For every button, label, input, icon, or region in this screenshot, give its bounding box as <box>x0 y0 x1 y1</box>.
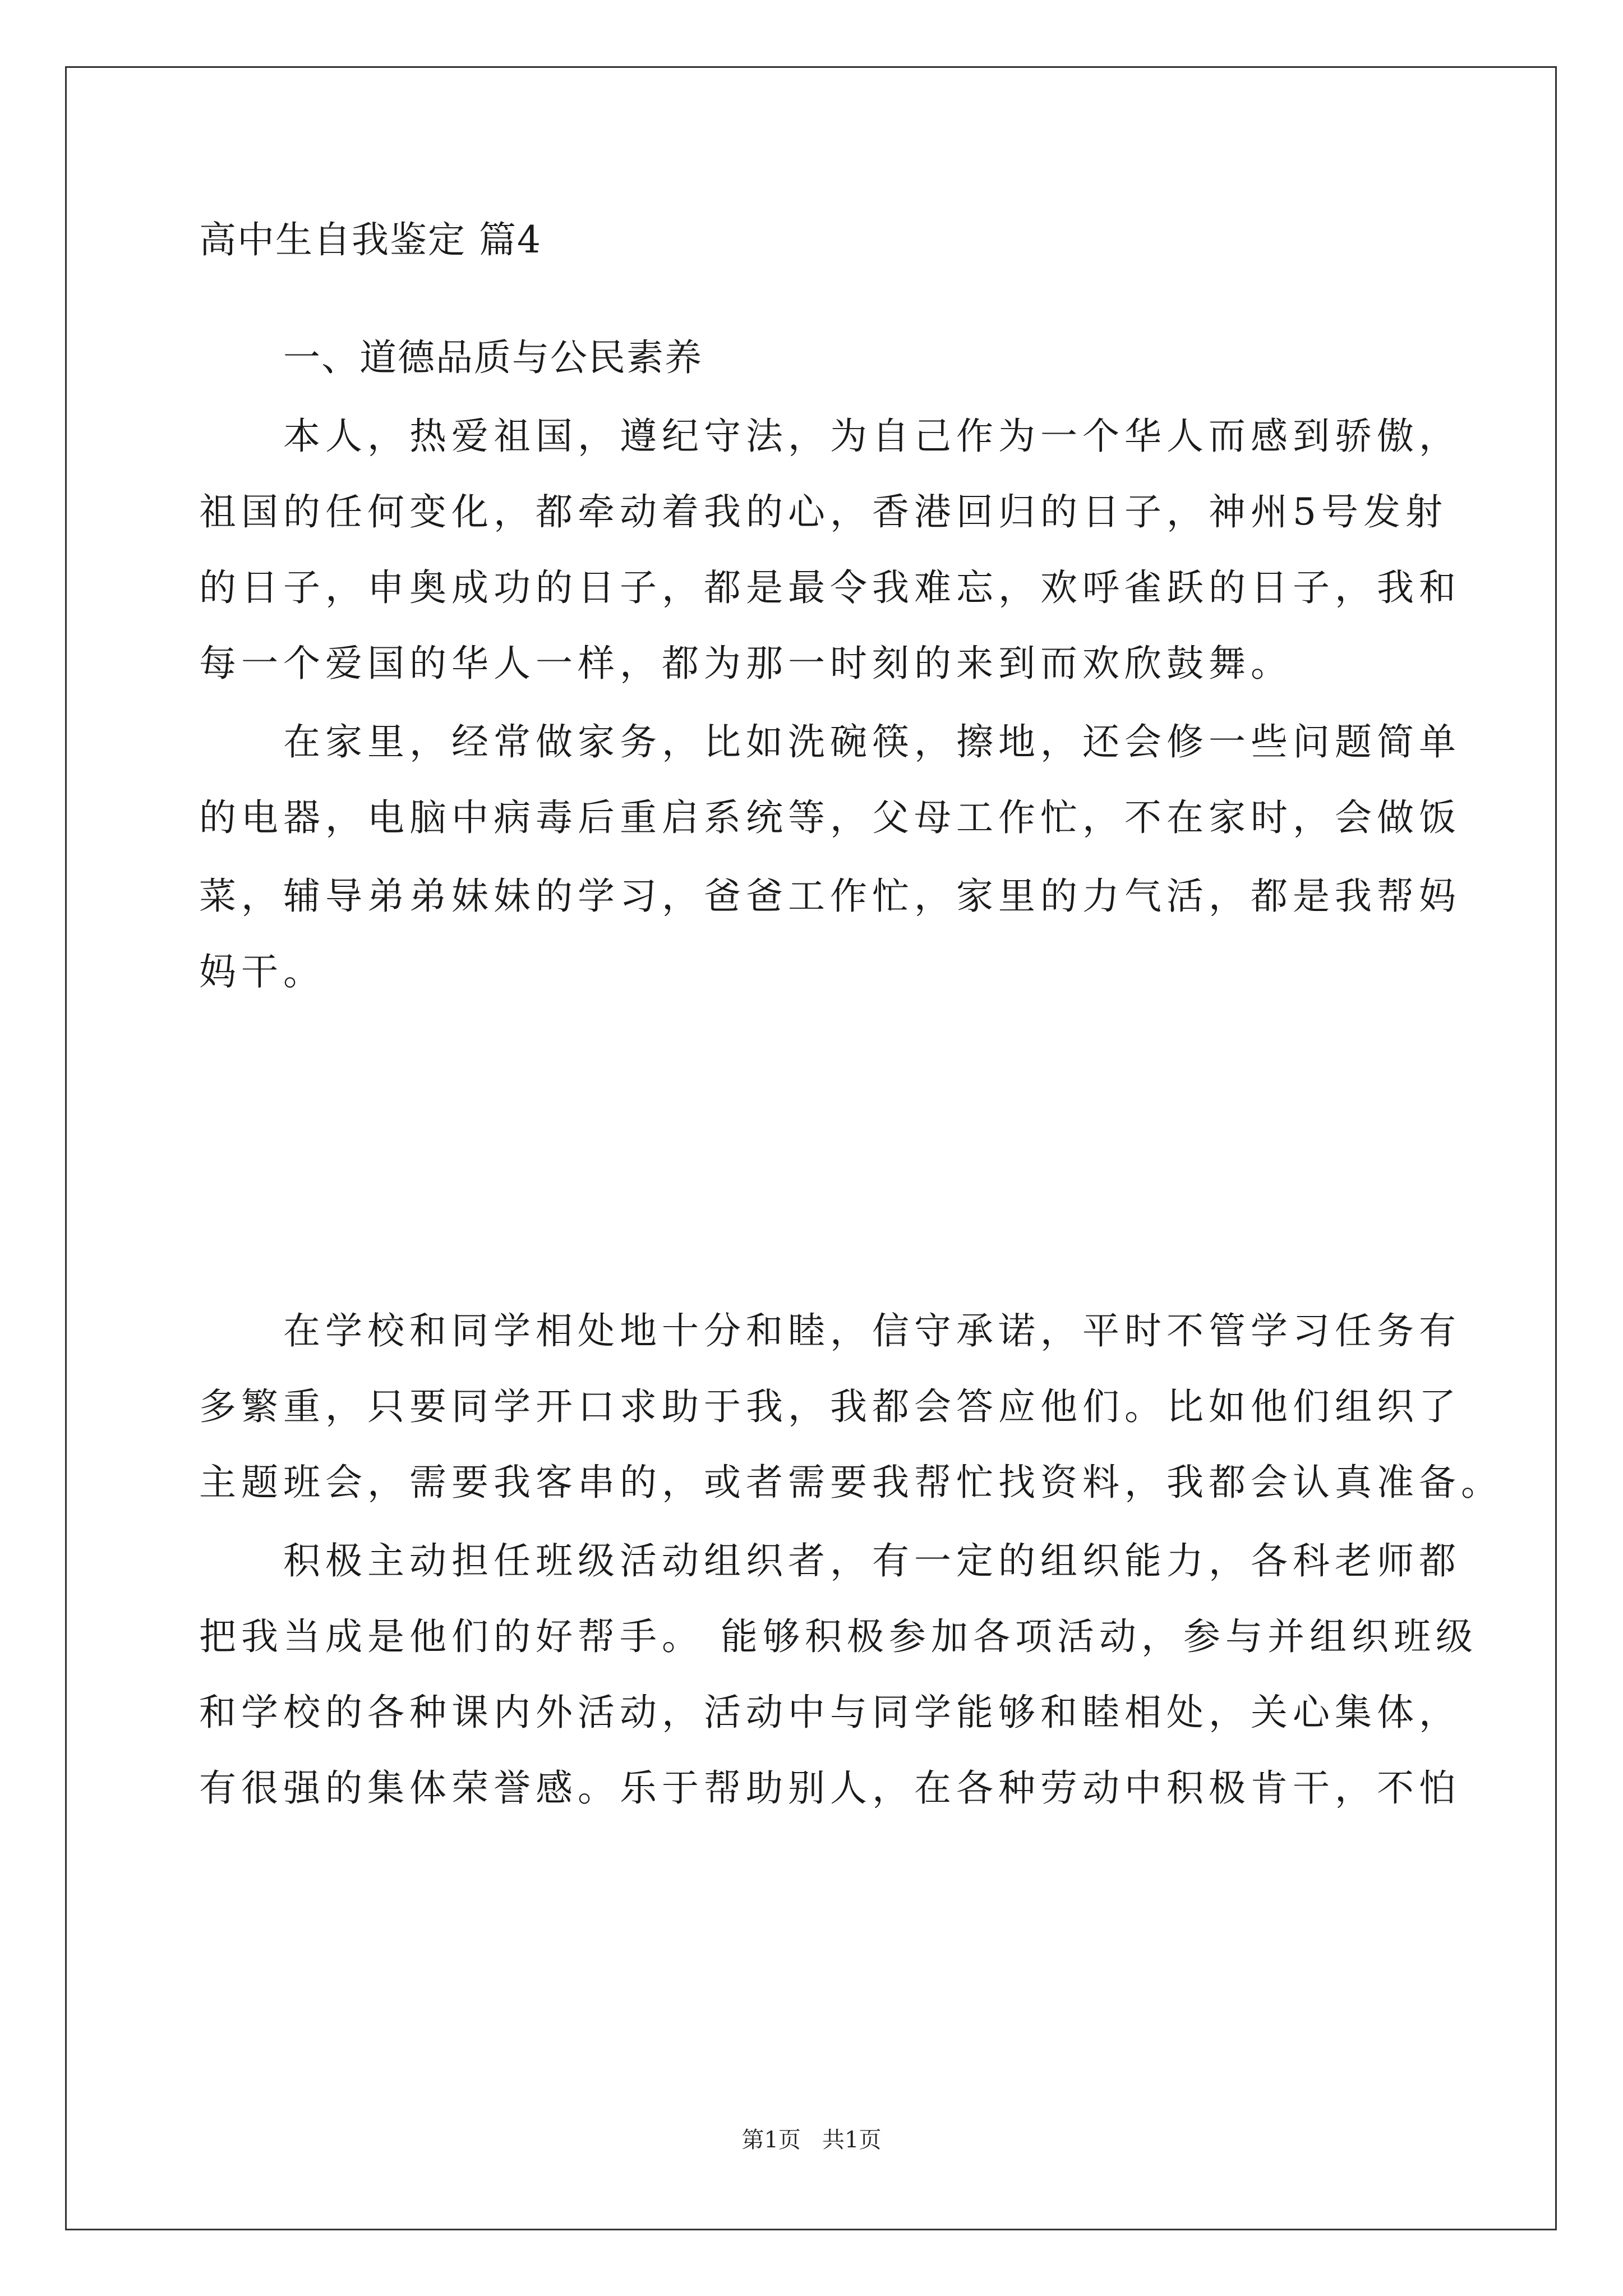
body-line: 多繁重，只要同学开口求助于我，我都会答应他们。比如他们组织了 <box>199 1385 1461 1428</box>
body-line: 每一个爱国的华人一样，都为那一时刻的来到而欢欣鼓舞。 <box>199 642 1293 685</box>
body-line: 菜，辅导弟弟妹妹的学习，爸爸工作忙，家里的力气活，都是我帮妈 <box>199 875 1461 918</box>
document-title: 高中生自我鉴定 篇4 <box>199 218 542 261</box>
body-line: 妈干。 <box>199 950 325 993</box>
body-line: 主题班会，需要我客串的，或者需要我帮忙找资料，我都会认真准备。 <box>199 1461 1503 1504</box>
page-frame <box>65 66 1557 2230</box>
body-line: 的电器，电脑中病毒后重启系统等，父母工作忙，不在家时，会做饭 <box>199 796 1461 839</box>
body-line: 有很强的集体荣誉感。乐于帮助别人，在各种劳动中积极肯干，不怕 <box>199 1766 1461 1810</box>
body-line: 在学校和同学相处地十分和睦，信守承诺，平时不管学习任务有 <box>283 1309 1461 1352</box>
body-line: 在家里，经常做家务，比如洗碗筷，擦地，还会修一些问题简单 <box>283 720 1461 763</box>
body-line: 祖国的任何变化，都牵动着我的心，香港回归的日子，神州5号发射 <box>199 490 1447 533</box>
body-line: 积极主动担任班级活动组织者，有一定的组织能力，各科老师都 <box>283 1539 1461 1582</box>
section-heading: 一、道德品质与公民素养 <box>283 336 703 379</box>
page-footer: 第1页 共1页 <box>741 2127 882 2153</box>
body-line: 和学校的各种课内外活动，活动中与同学能够和睦相处，关心集体， <box>199 1691 1461 1734</box>
body-line: 本人，热爱祖国，遵纪守法，为自己作为一个华人而感到骄傲， <box>283 415 1461 458</box>
body-line: 把我当成是他们的好帮手。 能够积极参加各项活动，参与并组织班级 <box>199 1615 1478 1658</box>
body-line: 的日子，申奥成功的日子，都是最令我难忘，欢呼雀跃的日子，我和 <box>199 566 1461 609</box>
